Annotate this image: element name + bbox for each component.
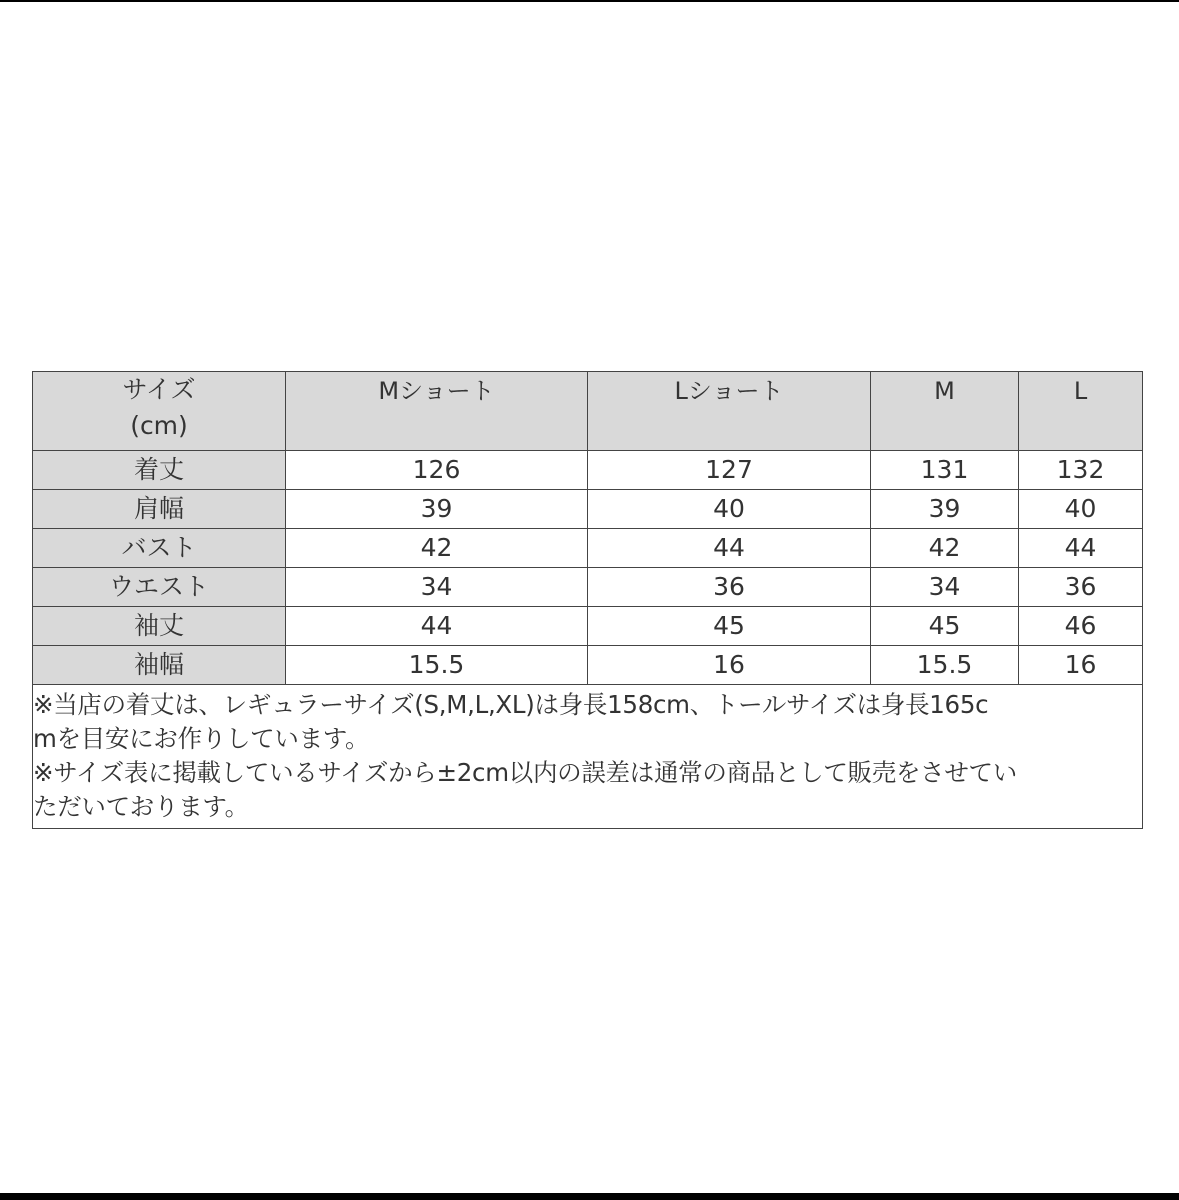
- table-row: [33, 529, 1143, 568]
- table-cell: 36: [588, 568, 871, 607]
- table-cell: 127: [588, 451, 871, 490]
- table-cell: 40: [588, 490, 871, 529]
- size-unit-header: [33, 372, 286, 451]
- size-chart-table: [32, 371, 1143, 829]
- row-label-sleeve-width: 袖幅: [33, 646, 286, 685]
- table-cell: 44: [588, 529, 871, 568]
- table-cell: 15.5: [286, 646, 588, 685]
- row-label-sleeve-length: 袖丈: [33, 607, 286, 646]
- table-cell: 45: [588, 607, 871, 646]
- row-label-bust: バスト: [33, 529, 286, 568]
- table-row: [33, 490, 1143, 529]
- table-cell: 40: [1019, 490, 1143, 529]
- table-cell: 132: [1019, 451, 1143, 490]
- table-cell: 15.5: [871, 646, 1019, 685]
- table-cell: 16: [1019, 646, 1143, 685]
- column-header-l: L: [1019, 372, 1143, 451]
- table-row: [33, 646, 1143, 685]
- column-header-l-short: Lショート: [588, 372, 871, 451]
- size-notes: [33, 685, 1143, 829]
- table-cell: 36: [1019, 568, 1143, 607]
- size-label: サイズ: [122, 375, 196, 404]
- note-line: ※当店の着丈は、レギュラーサイズ(S,M,L,XL)は身長158cm、トールサイズは身長165c: [33, 690, 989, 719]
- note-line: ※サイズ表に掲載しているサイズから±2cm以内の誤差は通常の商品として販売をさせてい: [33, 758, 1017, 787]
- note-line: mを目安にお作りしています。: [33, 724, 370, 753]
- column-header-m: M: [871, 372, 1019, 451]
- row-label-waist: ウエスト: [33, 568, 286, 607]
- table-cell: 45: [871, 607, 1019, 646]
- table-row: [33, 568, 1143, 607]
- table-cell: 42: [871, 529, 1019, 568]
- table-row: [33, 607, 1143, 646]
- table-row: [33, 451, 1143, 490]
- table-cell: 34: [286, 568, 588, 607]
- table-cell: 44: [1019, 529, 1143, 568]
- table-cell: 46: [1019, 607, 1143, 646]
- bottom-border: [0, 1193, 1179, 1200]
- table-cell: 39: [871, 490, 1019, 529]
- table-cell: 39: [286, 490, 588, 529]
- top-border: [0, 0, 1179, 2]
- table-cell: 126: [286, 451, 588, 490]
- unit-label: (cm): [130, 411, 188, 440]
- table-header-row: [33, 372, 1143, 451]
- table-cell: 131: [871, 451, 1019, 490]
- table-cell: 42: [286, 529, 588, 568]
- notes-row: [33, 685, 1143, 829]
- table-cell: 44: [286, 607, 588, 646]
- column-header-m-short: Mショート: [286, 372, 588, 451]
- row-label-length: 着丈: [33, 451, 286, 490]
- note-line: ただいております。: [33, 792, 249, 821]
- table-cell: 34: [871, 568, 1019, 607]
- table-cell: 16: [588, 646, 871, 685]
- row-label-shoulder: 肩幅: [33, 490, 286, 529]
